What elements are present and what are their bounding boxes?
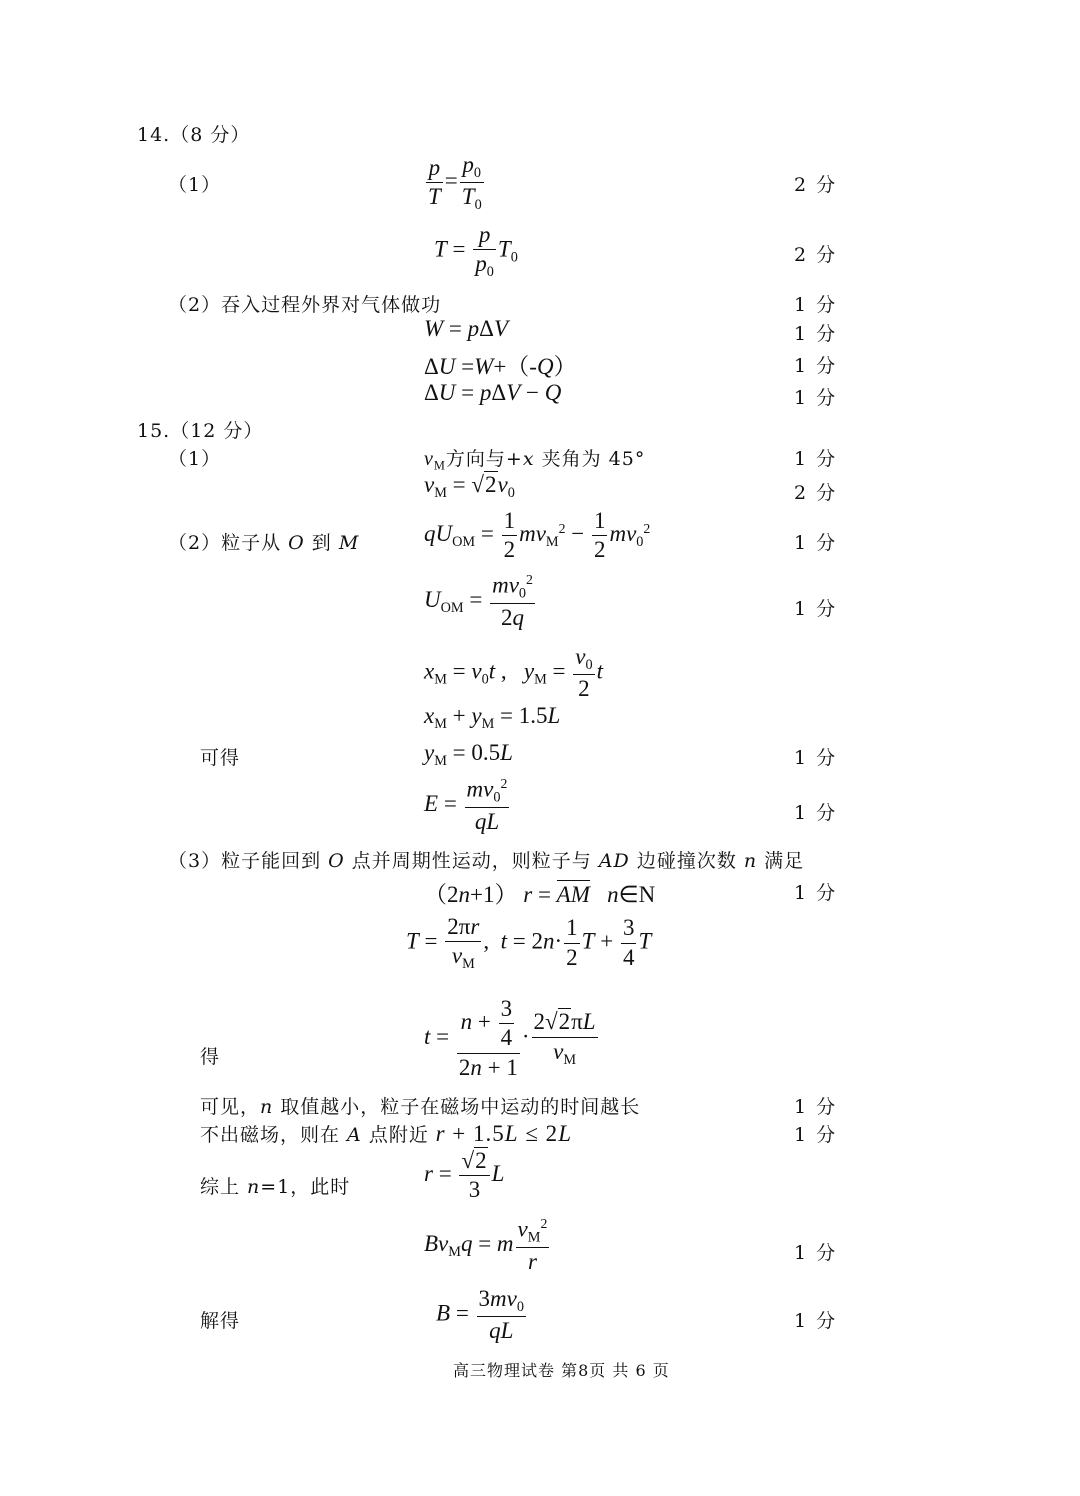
q15-kede-label: 可得 — [200, 747, 241, 769]
q14-eq-first-law: ΔU =W+（-Q） — [424, 354, 577, 379]
q15-buchu-text: 不出磁场，则在 A 点附近 r + 1.5L ≤ 2L — [200, 1121, 572, 1146]
q15-eq-condition: （2n+1） r = AM n∈N — [424, 882, 656, 907]
q15-score: 1 分 — [794, 1310, 838, 1332]
q15-part1-label: （1） — [168, 448, 222, 470]
q14-score: 2 分 — [794, 174, 838, 196]
q14-score: 1 分 — [794, 323, 838, 345]
q15-de-label: 得 — [200, 1046, 221, 1068]
q15-eq-b-field: B = $\frac{3mv_0}{qL}$ — [436, 1286, 524, 1344]
q14-eq-internal-energy: ΔU = pΔV − Q — [424, 380, 562, 405]
q14-score: 1 分 — [794, 387, 838, 409]
q15-eq-lorentz: $Bv_Mq = m$ $\frac{v_M^2}{r}$ — [424, 1216, 548, 1274]
q15-score: 1 分 — [794, 747, 838, 769]
page-footer: 高三物理试卷 第8页 共 6 页 — [453, 1361, 670, 1380]
q14-score: 1 分 — [794, 294, 838, 316]
q15-eq-field: E = $\frac{mv_0^2}{qL}$ — [424, 776, 508, 834]
q15-part2-label: （2）粒子从 O 到 M — [168, 532, 360, 554]
q15-score: 1 分 — [794, 1096, 838, 1118]
q15-eq-sum: $x_M + y_M = 1.5L$ — [424, 703, 561, 732]
q14-eq-temperature: T = $\frac{p}{p_0}$ $T_0$ — [434, 222, 518, 281]
q15-score: 1 分 — [794, 1124, 838, 1146]
q14-score: 2 分 — [794, 244, 838, 266]
q14-eq-work: W = pΔV — [424, 316, 509, 341]
q15-eq-energy: $qU_{OM}$ = $\frac{1}{2}$ $mv_M^2$ − $\frac{1}{2}$ $mv_0^2$ — [424, 508, 651, 563]
q15-part3-label: （3）粒子能回到 O 点并周期性运动，则粒子与 AD 边碰撞次数 n 满足 — [168, 850, 805, 872]
q14-score: 1 分 — [794, 355, 838, 377]
q14-eq-ratio: $\frac{p}{T}$ = $\frac{p_0}{T_0}$ — [428, 152, 482, 214]
q14-header: 14.（8 分） — [137, 124, 251, 146]
q15-eq-uom: $U_{OM}$ = $\frac{mv_0^2}{2q}$ — [424, 572, 533, 630]
q15-score: 1 分 — [794, 802, 838, 824]
q15-eq-period: T = $\frac{2\pi r}{v_M}$ , t = 2n· $\frac{1}{2}$ T + $\frac{3}{4}$ T — [406, 914, 652, 973]
q15-score: 1 分 — [794, 598, 838, 620]
q15-score: 1 分 — [794, 1242, 838, 1264]
q15-score: 2 分 — [794, 482, 838, 504]
q14-part2-label: （2）吞入过程外界对气体做功 — [168, 294, 442, 316]
q15-score: 1 分 — [794, 532, 838, 554]
q15-score: 1 分 — [794, 882, 838, 904]
q15-eq-xm-ym: $x_M = v_0t$ , $y_M$ = $\frac{v_0}{2}$ t — [424, 644, 603, 702]
q15-score: 1 分 — [794, 448, 838, 470]
q15-eq-radius: r = $\frac{√2}{3}$ L — [424, 1148, 505, 1203]
q15-header: 15.（12 分） — [137, 420, 264, 442]
q15-eq-vm: $v_M = √2v_0$ — [424, 472, 515, 501]
q15-eq-ym: $y_M = 0.5L$ — [424, 740, 513, 769]
q15-zongshang-label: 综上 n=1，此时 — [200, 1176, 351, 1198]
q15-jiede-label: 解得 — [200, 1310, 241, 1332]
q15-eq-time: t = n + $\frac{3}{4}$ 2n + 1 · $\frac{2√2\pi L}{v_M}$ — [424, 996, 596, 1080]
q15-direction-text: $v_M$方向与+x 夹角为 45° — [424, 448, 646, 473]
q15-kejian-text: 可见，n 取值越小，粒子在磁场中运动的时间越长 — [200, 1096, 641, 1118]
q14-part1-label: （1） — [168, 174, 222, 196]
